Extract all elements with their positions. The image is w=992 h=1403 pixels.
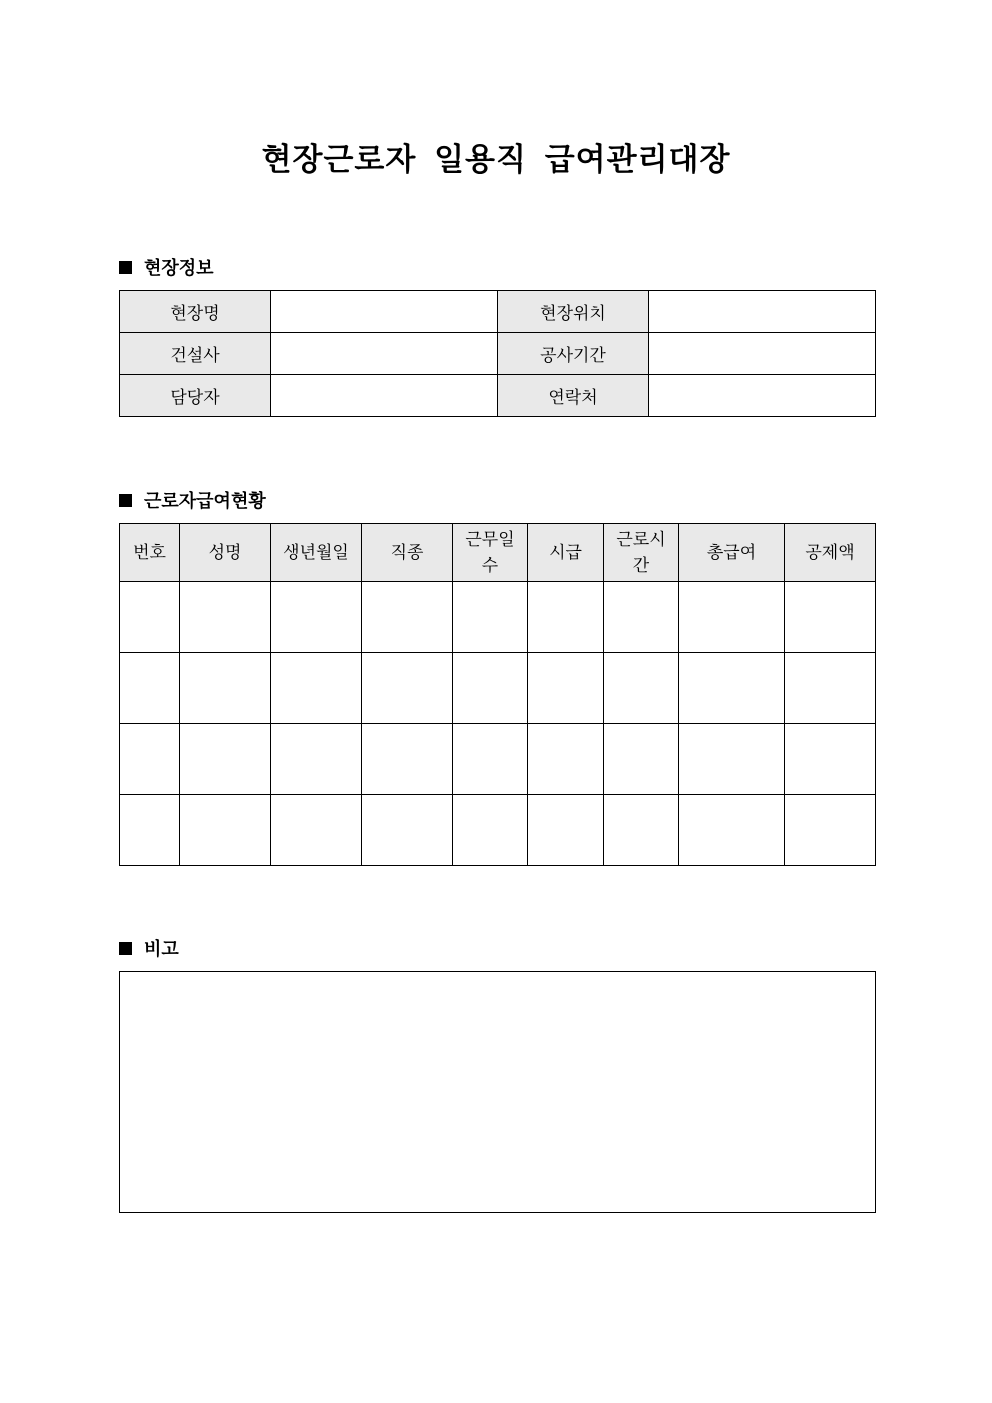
table-cell[interactable] [785,795,876,866]
remarks-heading-text: 비고 [144,939,179,960]
table-cell[interactable] [679,795,785,866]
table-cell[interactable] [362,724,453,795]
column-header-birthdate: 생년월일 [271,524,362,582]
table-cell[interactable] [120,795,180,866]
square-bullet-icon [119,494,132,507]
column-header-deduction: 공제액 [785,524,876,582]
table-row [120,291,876,333]
table-cell[interactable] [528,653,604,724]
construction-period-label: 공사기간 [498,333,649,375]
table-cell[interactable] [785,653,876,724]
table-cell[interactable] [120,724,180,795]
table-cell[interactable] [453,724,528,795]
table-cell[interactable] [679,582,785,653]
table-cell[interactable] [271,795,362,866]
table-cell[interactable] [604,582,679,653]
table-cell[interactable] [679,724,785,795]
table-cell[interactable] [604,724,679,795]
table-cell[interactable] [528,795,604,866]
site-location-label: 현장위치 [498,291,649,333]
square-bullet-icon [119,942,132,955]
table-cell[interactable] [604,795,679,866]
table-row [120,582,876,653]
column-header-name: 성명 [180,524,271,582]
table-cell[interactable] [180,582,271,653]
table-cell[interactable] [679,653,785,724]
column-header-total-pay: 총급여 [679,524,785,582]
contractor-label: 건설사 [120,333,271,375]
table-row [120,653,876,724]
table-cell[interactable] [528,582,604,653]
site-info-table [119,290,876,417]
column-header-work-hours: 근로시간 [604,524,679,582]
manager-field[interactable] [271,375,498,417]
table-cell[interactable] [453,653,528,724]
table-cell[interactable] [785,724,876,795]
table-cell[interactable] [453,795,528,866]
table-cell[interactable] [453,582,528,653]
table-cell[interactable] [271,582,362,653]
table-cell[interactable] [180,795,271,866]
page-title: 현장근로자 일용직 급여관리대장 [261,142,731,178]
contact-field[interactable] [649,375,876,417]
table-cell[interactable] [362,795,453,866]
table-header-row [120,524,876,582]
payroll-heading-text: 근로자급여현황 [144,491,266,512]
column-header-job-type: 직종 [362,524,453,582]
table-cell[interactable] [362,582,453,653]
column-header-work-days: 근무일수 [453,524,528,582]
site-info-heading [119,254,214,280]
table-cell[interactable] [604,653,679,724]
table-cell[interactable] [271,724,362,795]
payroll-heading [119,487,266,513]
remarks-heading [119,935,179,961]
site-info-heading-text: 현장정보 [144,258,214,279]
contractor-field[interactable] [271,333,498,375]
table-cell[interactable] [180,724,271,795]
construction-period-field[interactable] [649,333,876,375]
contact-label: 연락처 [498,375,649,417]
payroll-table [119,523,876,866]
table-row [120,724,876,795]
table-cell[interactable] [271,653,362,724]
manager-label: 담당자 [120,375,271,417]
table-cell[interactable] [120,582,180,653]
table-cell[interactable] [120,653,180,724]
table-cell[interactable] [362,653,453,724]
table-row [120,375,876,417]
table-row [120,333,876,375]
remarks-field[interactable] [119,971,876,1213]
site-name-field[interactable] [271,291,498,333]
table-cell[interactable] [785,582,876,653]
column-header-number: 번호 [120,524,180,582]
column-header-hourly-wage: 시급 [528,524,604,582]
table-row [120,795,876,866]
square-bullet-icon [119,261,132,274]
table-cell[interactable] [528,724,604,795]
site-location-field[interactable] [649,291,876,333]
table-cell[interactable] [180,653,271,724]
site-name-label: 현장명 [120,291,271,333]
